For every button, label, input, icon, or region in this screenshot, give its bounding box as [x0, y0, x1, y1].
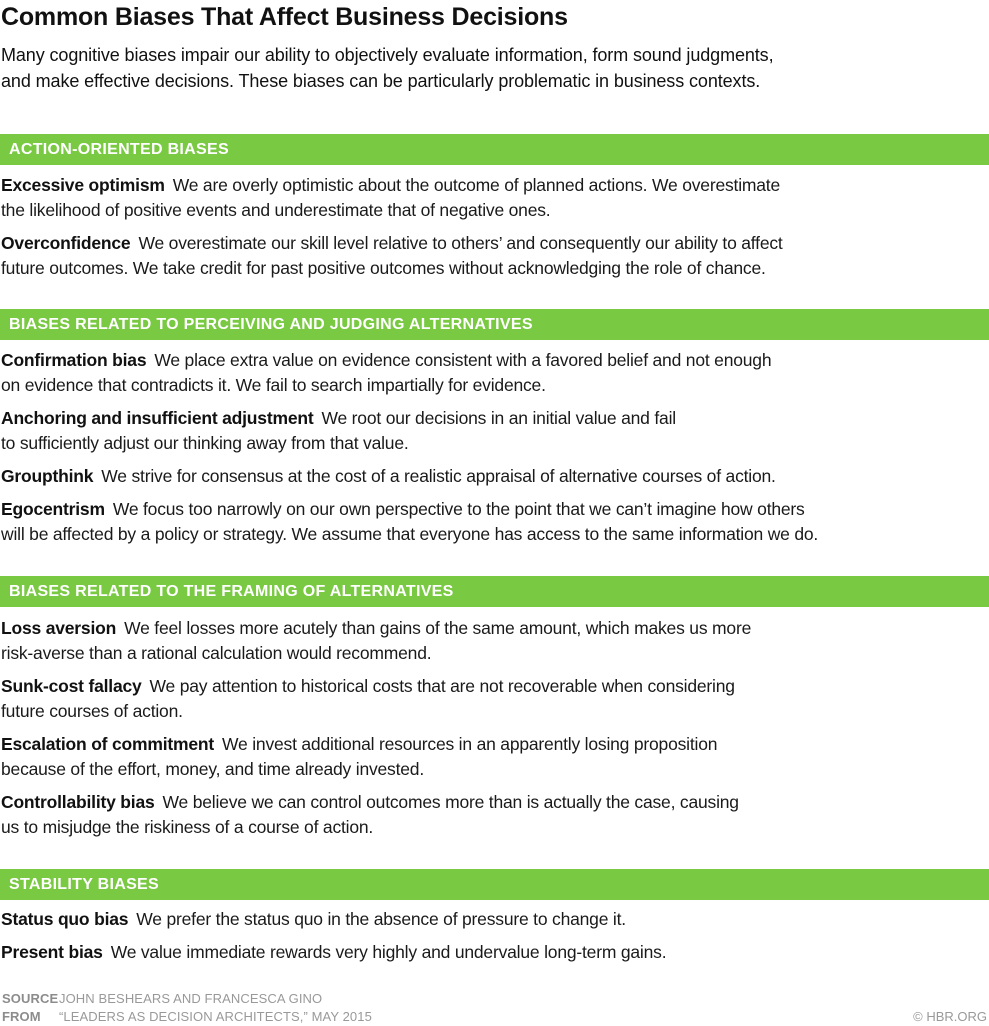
bias-description-line: the likelihood of positive events and underestimate that of negative ones. — [1, 200, 551, 220]
section-heading-action-oriented: ACTION-ORIENTED BIASES — [0, 134, 989, 165]
bias-term: Escalation of commitment — [1, 734, 215, 754]
bias-term: Excessive optimism — [1, 175, 165, 195]
bias-entry-groupthink — [1, 464, 776, 489]
bias-description-line: will be affected by a policy or strategy. We assume that everyone has access to the same information we do. — [1, 524, 819, 544]
page-title: Common Biases That Affect Business Decisions — [1, 3, 568, 31]
copyright-notice: © HBR.ORG — [913, 1009, 987, 1024]
bias-entry-overconfidence — [1, 231, 783, 281]
bias-description-line: We overestimate our skill level relative to others’ and consequently our ability to affect — [138, 233, 783, 253]
bias-entry-egocentrism — [1, 497, 818, 547]
bias-term: Egocentrism — [1, 499, 105, 519]
bias-term: Confirmation bias — [1, 350, 147, 370]
bias-entry-anchoring — [1, 406, 676, 456]
bias-entry-controllability-bias — [1, 790, 739, 840]
bias-term: Controllability bias — [1, 792, 155, 812]
bias-description-line: We strive for consensus at the cost of a realistic appraisal of alternative courses of action. — [101, 466, 776, 486]
bias-description-line: We pay attention to historical costs that are not recoverable when considering — [149, 676, 735, 696]
section-heading-stability: STABILITY BIASES — [0, 869, 989, 900]
bias-term: Present bias — [1, 942, 103, 962]
bias-description-line: to sufficiently adjust our thinking away from that value. — [1, 433, 409, 453]
bias-entry-loss-aversion — [1, 616, 751, 666]
bias-entry-present-bias — [1, 940, 666, 965]
footer-credits — [2, 990, 372, 1026]
bias-term: Status quo bias — [1, 909, 129, 929]
bias-description-line: risk-averse than a rational calculation would recommend. — [1, 643, 432, 663]
bias-description-line: We root our decisions in an initial value and fail — [321, 408, 676, 428]
bias-description-line: We invest additional resources in an apparently losing proposition — [222, 734, 718, 754]
bias-description-line: on evidence that contradicts it. We fail to search impartially for evidence. — [1, 375, 546, 395]
intro-paragraph — [1, 42, 987, 94]
source-line — [2, 990, 372, 1008]
from-label: FROM — [2, 1009, 41, 1024]
bias-description-line: We value immediate rewards very highly and undervalue long-term gains. — [110, 942, 667, 962]
bias-term: Groupthink — [1, 466, 94, 486]
bias-description-line: We are overly optimistic about the outcome of planned actions. We overestimate — [172, 175, 780, 195]
bias-description-line: because of the effort, money, and time already invested. — [1, 759, 424, 779]
section-heading-framing: BIASES RELATED TO THE FRAMING OF ALTERNATIVES — [0, 576, 989, 607]
section-heading-perceiving-judging: BIASES RELATED TO PERCEIVING AND JUDGING ALTERNATIVES — [0, 309, 989, 340]
bias-term: Anchoring and insufficient adjustment — [1, 408, 314, 428]
bias-entry-escalation-of-commitment — [1, 732, 717, 782]
bias-term: Overconfidence — [1, 233, 131, 253]
bias-description-line: us to misjudge the riskiness of a course of action. — [1, 817, 374, 837]
intro-line: Many cognitive biases impair our ability to objectively evaluate information, form sound judgments, — [1, 45, 774, 65]
bias-term: Sunk-cost fallacy — [1, 676, 142, 696]
bias-description-line: We place extra value on evidence consistent with a favored belief and not enough — [154, 350, 772, 370]
source-text: JOHN BESHEARS AND FRANCESCA GINO — [59, 991, 323, 1006]
bias-description-line: We believe we can control outcomes more than is actually the case, causing — [162, 792, 739, 812]
bias-entry-excessive-optimism — [1, 173, 780, 223]
bias-description-line: future outcomes. We take credit for past positive outcomes without acknowledging the role of chance. — [1, 258, 766, 278]
from-text: “LEADERS AS DECISION ARCHITECTS,” MAY 2015 — [59, 1009, 372, 1024]
bias-description-line: We focus too narrowly on our own perspective to the point that we can’t imagine how others — [112, 499, 805, 519]
from-line — [2, 1008, 372, 1026]
bias-entry-status-quo-bias — [1, 907, 626, 932]
bias-entry-confirmation-bias — [1, 348, 771, 398]
bias-description-line: We prefer the status quo in the absence of pressure to change it. — [136, 909, 626, 929]
bias-entry-sunk-cost-fallacy — [1, 674, 735, 724]
bias-description-line: We feel losses more acutely than gains of the same amount, which makes us more — [124, 618, 752, 638]
intro-line: and make effective decisions. These biases can be particularly problematic in business contexts. — [1, 71, 761, 91]
bias-description-line: future courses of action. — [1, 701, 183, 721]
bias-term: Loss aversion — [1, 618, 117, 638]
source-label: SOURCE — [2, 991, 59, 1006]
